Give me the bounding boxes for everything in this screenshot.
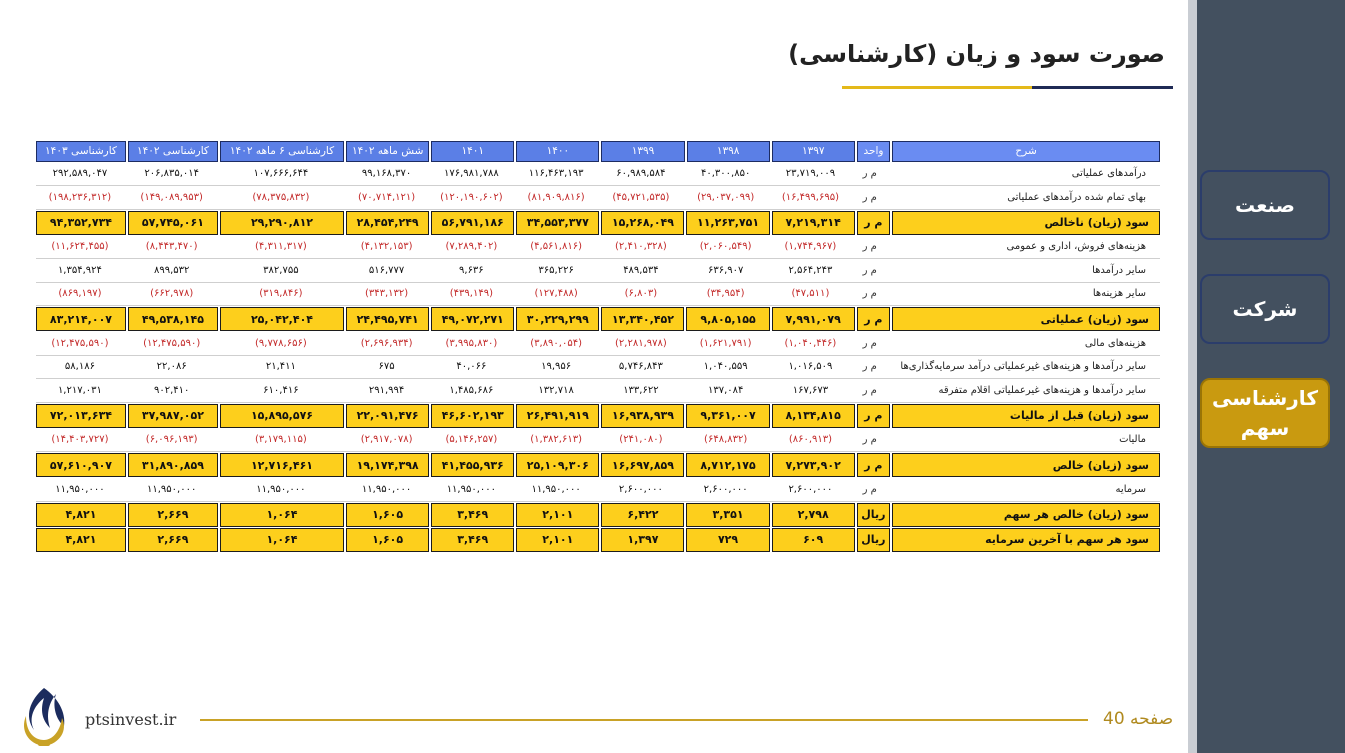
table-cell: ۹۰۲,۴۱۰	[126, 379, 218, 402]
table-row	[34, 186, 1160, 209]
column-header: شش ماهه ۱۴۰۲	[346, 141, 429, 162]
table-cell: ۳,۴۶۹	[431, 528, 514, 552]
table-cell: ۱۳۲,۷۱۸	[514, 379, 599, 402]
table-cell: (۱۲۷,۴۸۸)	[514, 283, 599, 306]
table-header-row	[34, 140, 1160, 163]
row-unit: م ر	[857, 211, 890, 235]
table-cell: ۴۹,۰۷۲,۲۷۱	[431, 307, 514, 331]
table-cell: ۶۱۰,۴۱۶	[218, 379, 345, 402]
table-cell: ۳۷,۹۸۷,۰۵۲	[128, 404, 218, 428]
title-underline-gold	[842, 86, 1032, 89]
row-description: سایر درآمدها و هزینه‌های غیرعملیاتی درآمد سرمایه‌گذاری‌ها	[887, 356, 1160, 379]
table-cell: ۷۲,۰۱۳,۶۳۴	[36, 404, 126, 428]
table-cell: ۳۸۲,۷۵۵	[218, 259, 345, 282]
table-cell: (۸۱,۹۰۹,۸۱۶)	[514, 186, 599, 209]
footer-page-number: صفحه 40	[1103, 709, 1174, 729]
row-unit: م ر	[853, 429, 887, 452]
table-cell: (۱,۳۸۲,۶۱۳)	[514, 429, 599, 452]
table-row	[34, 236, 1160, 259]
table-cell: ۱۹,۹۵۶	[514, 356, 599, 379]
row-description: سود (زیان) خالص هر سهم	[892, 503, 1160, 527]
row-divider	[36, 402, 1160, 403]
table-cell: (۳۱۹,۸۴۶)	[218, 283, 345, 306]
table-cell: (۱۱,۶۲۴,۴۵۵)	[34, 236, 126, 259]
company-logo-icon	[16, 686, 72, 748]
table-cell: (۶۶۲,۹۷۸)	[126, 283, 218, 306]
table-cell: ۱,۳۹۷	[601, 528, 684, 552]
table-cell: ۹,۳۶۱,۰۰۷	[686, 404, 769, 428]
table-cell: ۲۹۱,۹۹۴	[344, 379, 429, 402]
nav-button-industry[interactable]: صنعت	[1200, 170, 1330, 240]
row-unit: م ر	[853, 236, 887, 259]
table-cell: ۲۲,۰۸۶	[126, 356, 218, 379]
side-panel	[1188, 0, 1345, 753]
table-cell: (۲,۶۹۶,۹۳۴)	[344, 332, 429, 355]
table-cell: ۱۱,۲۶۳,۷۵۱	[686, 211, 769, 235]
table-cell: ۲۹,۲۹۰,۸۱۲	[220, 211, 344, 235]
table-cell: ۲۲,۰۹۱,۴۷۶	[346, 404, 429, 428]
row-unit: م ر	[853, 332, 887, 355]
row-unit: م ر	[853, 259, 887, 282]
table-row	[34, 379, 1160, 402]
table-cell: ۱,۶۰۵	[346, 503, 429, 527]
table-cell: (۵,۱۴۶,۲۵۷)	[429, 429, 514, 452]
column-header: شرح	[892, 141, 1160, 162]
table-row-subtotal	[34, 307, 1160, 331]
table-cell: ۳۶۵,۲۲۶	[514, 259, 599, 282]
table-cell: (۷۸,۳۷۵,۸۳۲)	[218, 186, 345, 209]
table-cell: ۲,۶۰۰,۰۰۰	[768, 478, 853, 501]
table-cell: ۴۶,۶۰۲,۱۹۳	[431, 404, 514, 428]
table-cell: (۳,۱۷۹,۱۱۵)	[218, 429, 345, 452]
table-cell: ۲۸,۴۵۴,۲۴۹	[346, 211, 429, 235]
table-cell: ۱۱,۹۵۰,۰۰۰	[344, 478, 429, 501]
row-unit: م ر	[857, 404, 890, 428]
column-header: کارشناسی ۱۴۰۳	[36, 141, 126, 162]
table-row	[34, 163, 1160, 186]
row-unit: م ر	[857, 453, 890, 477]
row-description: سایر هزینه‌ها	[887, 283, 1160, 306]
table-cell: ۴۱,۴۵۵,۹۳۶	[431, 453, 514, 477]
row-divider	[36, 451, 1160, 452]
table-cell: (۳,۸۹۰,۰۵۴)	[514, 332, 599, 355]
row-description: بهای تمام شده درآمدهای عملیاتی	[887, 186, 1160, 209]
table-cell: (۲۹,۰۳۷,۰۹۹)	[683, 186, 768, 209]
row-description: سود (زیان) قبل از مالیات	[892, 404, 1160, 428]
column-header: ۱۳۹۹	[601, 141, 684, 162]
column-header: واحد	[857, 141, 890, 162]
table-cell: ۱۵,۲۶۸,۰۴۹	[601, 211, 684, 235]
row-unit: م ر	[853, 379, 887, 402]
table-cell: ۱۶,۹۳۸,۹۳۹	[601, 404, 684, 428]
table-cell: ۴۹,۵۳۸,۱۴۵	[128, 307, 218, 331]
table-cell: ۱۲,۷۱۶,۴۶۱	[220, 453, 344, 477]
table-cell: (۱,۶۲۱,۷۹۱)	[683, 332, 768, 355]
table-cell: ۱,۲۱۷,۰۳۱	[34, 379, 126, 402]
table-cell: ۲۳,۷۱۹,۰۰۹	[768, 163, 853, 186]
table-row-subtotal	[34, 211, 1160, 235]
table-cell: ۹۹,۱۶۸,۳۷۰	[344, 163, 429, 186]
nav-button-stock-valuation[interactable]: کارشناسی سهم	[1200, 378, 1330, 448]
row-description: سایر درآمدها و هزینه‌های غیرعملیاتی اقلام متفرقه	[887, 379, 1160, 402]
row-unit: م ر	[857, 307, 890, 331]
table-cell: ۵۱۶,۷۷۷	[344, 259, 429, 282]
table-cell: (۸۶۹,۱۹۷)	[34, 283, 126, 306]
table-cell: ۱۷۶,۹۸۱,۷۸۸	[429, 163, 514, 186]
table-cell: (۳۴۳,۱۳۲)	[344, 283, 429, 306]
row-description: درآمدهای عملیاتی	[887, 163, 1160, 186]
table-cell: (۱۲,۴۷۵,۵۹۰)	[126, 332, 218, 355]
table-cell: ۱,۰۶۴	[220, 503, 344, 527]
table-cell: ۱۳۷,۰۸۴	[683, 379, 768, 402]
table-cell: ۸۳,۲۱۴,۰۰۷	[36, 307, 126, 331]
row-description: سایر درآمدها	[887, 259, 1160, 282]
row-unit: م ر	[853, 478, 887, 501]
row-divider	[36, 209, 1160, 210]
row-divider	[36, 501, 1160, 502]
table-cell: ۷,۹۹۱,۰۷۹	[772, 307, 855, 331]
table-cell: ۶۳۶,۹۰۷	[683, 259, 768, 282]
table-cell: ۱,۴۸۵,۶۸۶	[429, 379, 514, 402]
income-statement-table	[34, 140, 1160, 553]
table-cell: (۴۳۹,۱۴۹)	[429, 283, 514, 306]
table-cell: (۱۲۰,۱۹۰,۶۰۲)	[429, 186, 514, 209]
table-cell: ۶۷۵	[344, 356, 429, 379]
table-cell: (۱۶,۴۹۹,۶۹۵)	[768, 186, 853, 209]
table-cell: ۴۰,۰۶۶	[429, 356, 514, 379]
nav-button-company[interactable]: شرکت	[1200, 274, 1330, 344]
table-row-subtotal	[34, 528, 1160, 552]
table-cell: ۱,۰۶۴	[220, 528, 344, 552]
footer-divider	[200, 719, 1088, 721]
table-cell: ۵۷,۶۱۰,۹۰۷	[36, 453, 126, 477]
table-cell: ۵۷,۷۴۵,۰۶۱	[128, 211, 218, 235]
row-unit: م ر	[853, 356, 887, 379]
page-title: صورت سود و زیان (کارشناسی)	[788, 40, 1165, 68]
table-cell: ۲۱,۴۱۱	[218, 356, 345, 379]
table-cell: ۲,۱۰۱	[516, 528, 599, 552]
table-cell: ۸,۱۳۴,۸۱۵	[772, 404, 855, 428]
table-cell: ۷,۲۱۹,۳۱۴	[772, 211, 855, 235]
table-cell: ۳,۳۵۱	[686, 503, 769, 527]
column-header: ۱۴۰۱	[431, 141, 514, 162]
table-cell: ۸۹۹,۵۳۲	[126, 259, 218, 282]
table-cell: (۲,۰۶۰,۵۴۹)	[683, 236, 768, 259]
table-cell: (۷,۲۸۹,۴۰۲)	[429, 236, 514, 259]
table-cell: (۱۴,۴۰۳,۷۲۷)	[34, 429, 126, 452]
table-cell: ۱۱۶,۴۶۳,۱۹۳	[514, 163, 599, 186]
table-cell: ۹۴,۳۵۲,۷۳۴	[36, 211, 126, 235]
table-cell: (۶,۸۰۳)	[599, 283, 684, 306]
table-cell: ۱۳۳,۶۲۲	[599, 379, 684, 402]
table-row	[34, 283, 1160, 306]
footer-website[interactable]: ptsinvest.ir	[85, 710, 177, 729]
table-cell: ۲,۱۰۱	[516, 503, 599, 527]
table-cell: (۲,۲۸۱,۹۷۸)	[599, 332, 684, 355]
table-cell: (۳۴,۹۵۴)	[683, 283, 768, 306]
table-cell: ۱,۰۴۰,۵۵۹	[683, 356, 768, 379]
table-cell: ۳۰,۲۲۹,۲۹۹	[516, 307, 599, 331]
row-unit: م ر	[853, 283, 887, 306]
table-cell: ۱۱,۹۵۰,۰۰۰	[514, 478, 599, 501]
table-row	[34, 259, 1160, 282]
table-cell: (۸,۴۴۳,۴۷۰)	[126, 236, 218, 259]
table-cell: ۱۱,۹۵۰,۰۰۰	[429, 478, 514, 501]
row-description: سود (زیان) ناخالص	[892, 211, 1160, 235]
table-cell: ۶۰۹	[772, 528, 855, 552]
table-cell: (۲,۴۱۰,۳۲۸)	[599, 236, 684, 259]
table-cell: ۸,۷۱۲,۱۷۵	[686, 453, 769, 477]
row-unit: م ر	[853, 163, 887, 186]
table-cell: (۶,۰۹۶,۱۹۳)	[126, 429, 218, 452]
table-cell: ۳۴,۵۵۳,۳۷۷	[516, 211, 599, 235]
table-cell: (۸۶۰,۹۱۳)	[768, 429, 853, 452]
column-header: کارشناسی ۱۴۰۲	[128, 141, 218, 162]
table-row-subtotal	[34, 404, 1160, 428]
table-cell: ۴۸۹,۵۳۴	[599, 259, 684, 282]
table-cell: ۹,۸۰۵,۱۵۵	[686, 307, 769, 331]
row-divider	[36, 305, 1160, 306]
title-underline-navy	[1032, 86, 1173, 89]
table-cell: ۱۳,۳۴۰,۴۵۲	[601, 307, 684, 331]
table-cell: ۵۸,۱۸۶	[34, 356, 126, 379]
table-cell: ۱,۶۰۵	[346, 528, 429, 552]
table-cell: ۱۵,۸۹۵,۵۷۶	[220, 404, 344, 428]
table-cell: ۲,۵۶۴,۲۴۳	[768, 259, 853, 282]
column-header: ۱۳۹۸	[687, 141, 770, 162]
row-description: هزینه‌های فروش، اداری و عمومی	[887, 236, 1160, 259]
table-cell: ۲۰۶,۸۳۵,۰۱۴	[126, 163, 218, 186]
table-cell: (۴۵,۷۲۱,۵۳۵)	[599, 186, 684, 209]
row-description: سرمایه	[887, 478, 1160, 501]
row-unit: ریال	[857, 528, 890, 552]
table-cell: (۱,۷۴۴,۹۶۷)	[768, 236, 853, 259]
row-description: سود (زیان) خالص	[892, 453, 1160, 477]
table-row-subtotal	[34, 453, 1160, 477]
table-cell: ۷۲۹	[686, 528, 769, 552]
table-cell: ۲۵,۰۴۲,۴۰۴	[220, 307, 344, 331]
table-cell: (۱,۰۴۰,۴۴۶)	[768, 332, 853, 355]
table-cell: (۹,۷۷۸,۶۵۶)	[218, 332, 345, 355]
table-row	[34, 478, 1160, 501]
row-description: سود هر سهم با آخرین سرمایه	[892, 528, 1160, 552]
column-header: کارشناسی ۶ ماهه ۱۴۰۲	[220, 141, 344, 162]
table-cell: ۱۱,۹۵۰,۰۰۰	[218, 478, 345, 501]
table-cell: ۱۶,۶۹۷,۸۵۹	[601, 453, 684, 477]
table-cell: (۴۷,۵۱۱)	[768, 283, 853, 306]
table-cell: ۲,۶۶۹	[128, 503, 218, 527]
table-cell: (۱۹۸,۲۳۶,۳۱۲)	[34, 186, 126, 209]
table-cell: ۱,۰۱۶,۵۰۹	[768, 356, 853, 379]
table-cell: ۶۰,۹۸۹,۵۸۴	[599, 163, 684, 186]
table-cell: ۲,۶۶۹	[128, 528, 218, 552]
table-cell: (۲۴۱,۰۸۰)	[599, 429, 684, 452]
table-cell: ۳,۴۶۹	[431, 503, 514, 527]
table-cell: ۵۶,۷۹۱,۱۸۶	[431, 211, 514, 235]
row-description: سود (زیان) عملیاتی	[892, 307, 1160, 331]
table-cell: ۳۱,۸۹۰,۸۵۹	[128, 453, 218, 477]
table-cell: ۱۱,۹۵۰,۰۰۰	[34, 478, 126, 501]
table-row	[34, 429, 1160, 452]
row-description: مالیات	[887, 429, 1160, 452]
table-cell: ۱,۳۵۴,۹۲۴	[34, 259, 126, 282]
table-row	[34, 356, 1160, 379]
table-cell: ۲,۶۰۰,۰۰۰	[599, 478, 684, 501]
table-cell: ۶,۴۲۲	[601, 503, 684, 527]
table-cell: ۱۹,۱۷۴,۳۹۸	[346, 453, 429, 477]
table-cell: ۲۶,۴۹۱,۹۱۹	[516, 404, 599, 428]
column-header: ۱۳۹۷	[772, 141, 855, 162]
table-row	[34, 332, 1160, 355]
column-header: ۱۴۰۰	[516, 141, 599, 162]
row-unit: م ر	[853, 186, 887, 209]
table-cell: (۱۴۹,۰۸۹,۹۵۳)	[126, 186, 218, 209]
table-cell: ۱۶۷,۶۷۳	[768, 379, 853, 402]
table-cell: ۴۰,۳۰۰,۸۵۰	[683, 163, 768, 186]
table-cell: ۱۱,۹۵۰,۰۰۰	[126, 478, 218, 501]
table-cell: ۲۵,۱۰۹,۳۰۶	[516, 453, 599, 477]
table-cell: (۱۲,۴۷۵,۵۹۰)	[34, 332, 126, 355]
table-cell: ۹,۶۳۶	[429, 259, 514, 282]
table-cell: (۴,۱۳۲,۱۵۳)	[344, 236, 429, 259]
table-cell: (۴,۳۱۱,۳۱۷)	[218, 236, 345, 259]
side-panel-edge	[1188, 0, 1197, 753]
table-cell: ۱۰۷,۶۶۶,۶۴۴	[218, 163, 345, 186]
table-cell: ۵,۷۴۶,۸۴۳	[599, 356, 684, 379]
table-cell: ۴,۸۲۱	[36, 528, 126, 552]
table-cell: ۴,۸۲۱	[36, 503, 126, 527]
table-cell: (۲,۹۱۷,۰۷۸)	[344, 429, 429, 452]
table-cell: (۳,۹۹۵,۸۳۰)	[429, 332, 514, 355]
row-description: هزینه‌های مالی	[887, 332, 1160, 355]
table-cell: (۷۰,۷۱۴,۱۲۱)	[344, 186, 429, 209]
row-unit: ریال	[857, 503, 890, 527]
table-cell: ۲۴,۴۹۵,۷۴۱	[346, 307, 429, 331]
table-cell: (۶۴۸,۸۳۲)	[683, 429, 768, 452]
table-row-subtotal	[34, 503, 1160, 527]
table-cell: (۴,۵۶۱,۸۱۶)	[514, 236, 599, 259]
table-cell: ۲,۷۹۸	[772, 503, 855, 527]
table-cell: ۷,۲۷۳,۹۰۲	[772, 453, 855, 477]
table-cell: ۲۹۲,۵۸۹,۰۴۷	[34, 163, 126, 186]
table-cell: ۲,۶۰۰,۰۰۰	[683, 478, 768, 501]
